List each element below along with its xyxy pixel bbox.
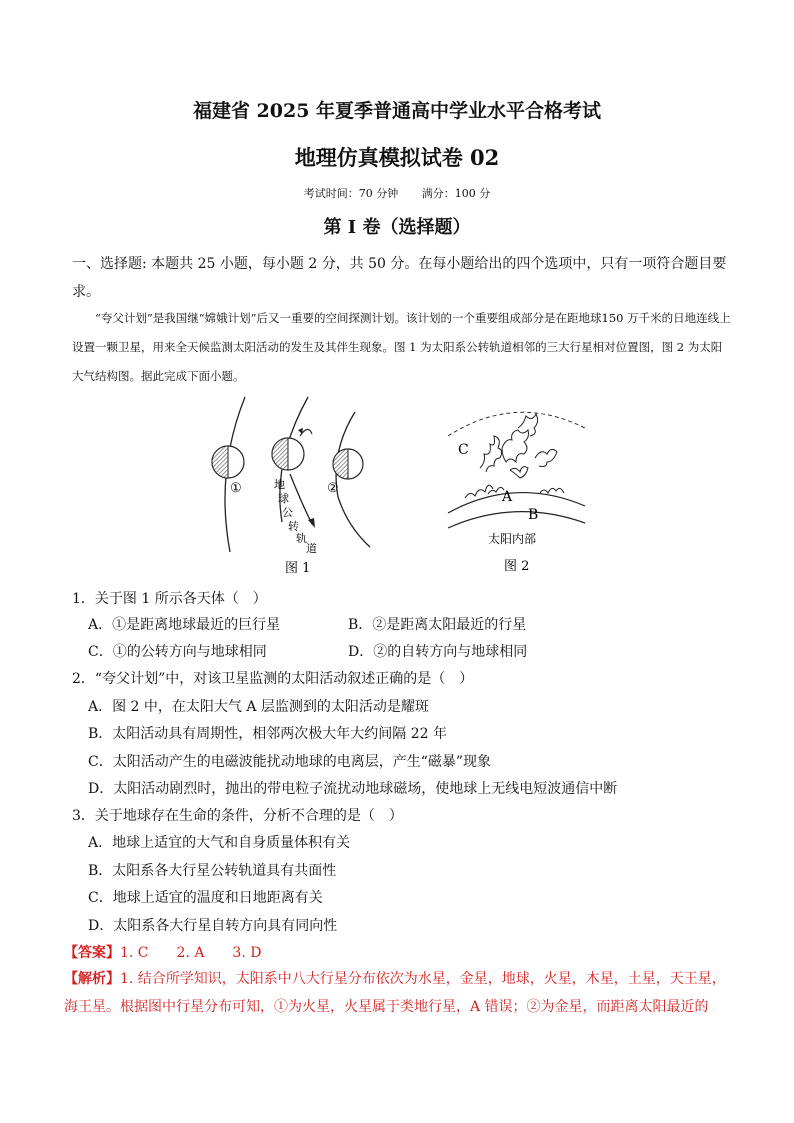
solar-flame-features bbox=[465, 414, 564, 498]
question-2-stem: 2．“夸父计划”中，对该卫星监测的太阳活动叙述正确的是（ ） bbox=[72, 671, 474, 687]
exam-time: 考试时间：70 分钟 bbox=[303, 187, 399, 200]
question-3-option-c: C．地球上适宜的温度和日地距离有关 bbox=[88, 890, 323, 906]
full-score: 满分：100 分 bbox=[421, 187, 491, 200]
question-3-stem: 3．关于地球存在生命的条件，分析不合理的是（ ） bbox=[72, 808, 403, 824]
label-b: B bbox=[528, 507, 539, 523]
question-2-option-a: A．图 2 中，在太阳大气 A 层监测到的太阳活动是耀斑 bbox=[88, 699, 429, 715]
orbit-label-char: 轨 bbox=[296, 532, 307, 545]
analysis-label: 【解析】 bbox=[64, 971, 120, 987]
planet-2-marker: ② bbox=[327, 481, 339, 496]
orbit-label-char: 球 bbox=[278, 492, 289, 505]
question-3-option-a: A．地球上适宜的大气和自身质量体积有关 bbox=[88, 835, 351, 851]
corona-boundary bbox=[448, 412, 585, 436]
volume-heading: 第 I 卷（选择题） bbox=[323, 217, 471, 238]
figure-2 bbox=[440, 398, 590, 578]
answer-text: 1. C 2. A 3. D bbox=[120, 945, 262, 961]
answer-line bbox=[64, 942, 261, 962]
question-1-option-a: A．①是距离地球最近的巨行星 bbox=[88, 617, 281, 633]
label-c: C bbox=[458, 442, 469, 458]
planet-2 bbox=[333, 449, 363, 479]
planet-1-marker: ① bbox=[230, 481, 242, 496]
question-1-option-b: B．②是距离太阳最近的行星 bbox=[348, 617, 527, 633]
question-3-option-d: D．太阳系各大行星自转方向具有同向性 bbox=[88, 918, 338, 934]
label-sun-interior: 太阳内部 bbox=[488, 532, 537, 546]
orbit-label-char: 转 bbox=[288, 520, 299, 533]
orbit-label-char: 道 bbox=[306, 542, 317, 555]
label-a: A bbox=[502, 489, 513, 505]
orbit-arrowhead-icon bbox=[308, 518, 315, 528]
question-2-option-c: C．太阳活动产生的电磁波能扰动地球的电离层，产生“磁暴”现象 bbox=[88, 754, 492, 770]
exam-meta bbox=[0, 185, 794, 201]
question-1-stem: 1．关于图 1 所示各天体（ ） bbox=[72, 591, 267, 607]
orbit-venus bbox=[336, 412, 370, 547]
paper-subtitle: 地理仿真模拟试卷 02 bbox=[294, 145, 500, 170]
question-1-option-c: C．①的公转方向与地球相同 bbox=[88, 644, 267, 660]
question-2-option-b: B．太阳活动具有周期性，相邻两次极大年大约间隔 22 年 bbox=[88, 726, 448, 742]
figure-1-caption: 图 1 bbox=[285, 561, 311, 576]
figure-2-caption: 图 2 bbox=[504, 559, 530, 574]
question-3-option-b: B．太阳系各大行星公转轨道具有共面性 bbox=[88, 863, 337, 879]
photosphere-line bbox=[448, 493, 585, 513]
orbit-label-char: 地 bbox=[274, 478, 285, 491]
figure-1 bbox=[190, 392, 390, 582]
analysis-text: 1. 结合所学知识，太阳系中八大行星分布依次为水星，金星，地球，火星，木星，土星，天王星，海王星。根据图中行星分布可知，①为火星，火星属于类地行星，A 错误；②为金星，而距离太阳最近的 bbox=[64, 971, 726, 1015]
orbit-direction-arrow-icon bbox=[290, 474, 312, 524]
chromosphere-line bbox=[448, 512, 585, 528]
planet-earth bbox=[272, 438, 304, 470]
question-2-option-d: D．太阳活动剧烈时，抛出的带电粒子流扰动地球磁场，使地球上无线电短波通信中断 bbox=[88, 781, 618, 797]
question-1-option-d: D．②的自转方向与地球相同 bbox=[348, 644, 528, 660]
reading-material: “夸父计划”是我国继“嫦娥计划”后又一重要的空间探测计划。该计划的一个重要组成部分是在距地球150 万千米的日地连线上设置一颗卫星，用来全天候监测太阳活动的发生及其伴生现象。图 1 为太阳系公转轨道相邻的三大行星相对位置图，图 2 为太阳大气结构图。据此完成下面小题。 bbox=[72, 311, 731, 383]
orbit-label-char: 公 bbox=[282, 506, 293, 519]
analysis-block bbox=[64, 965, 726, 1021]
planet-1 bbox=[212, 446, 244, 478]
exam-title: 福建省 2025 年夏季普通高中学业水平合格考试 bbox=[192, 100, 602, 122]
section-instruction: 一、选择题: 本题共 25 小题，每小题 2 分，共 50 分。在每小题给出的四个选项中，只有一项符合题目要求。 bbox=[72, 256, 727, 300]
answer-label: 【答案】 bbox=[64, 945, 120, 961]
